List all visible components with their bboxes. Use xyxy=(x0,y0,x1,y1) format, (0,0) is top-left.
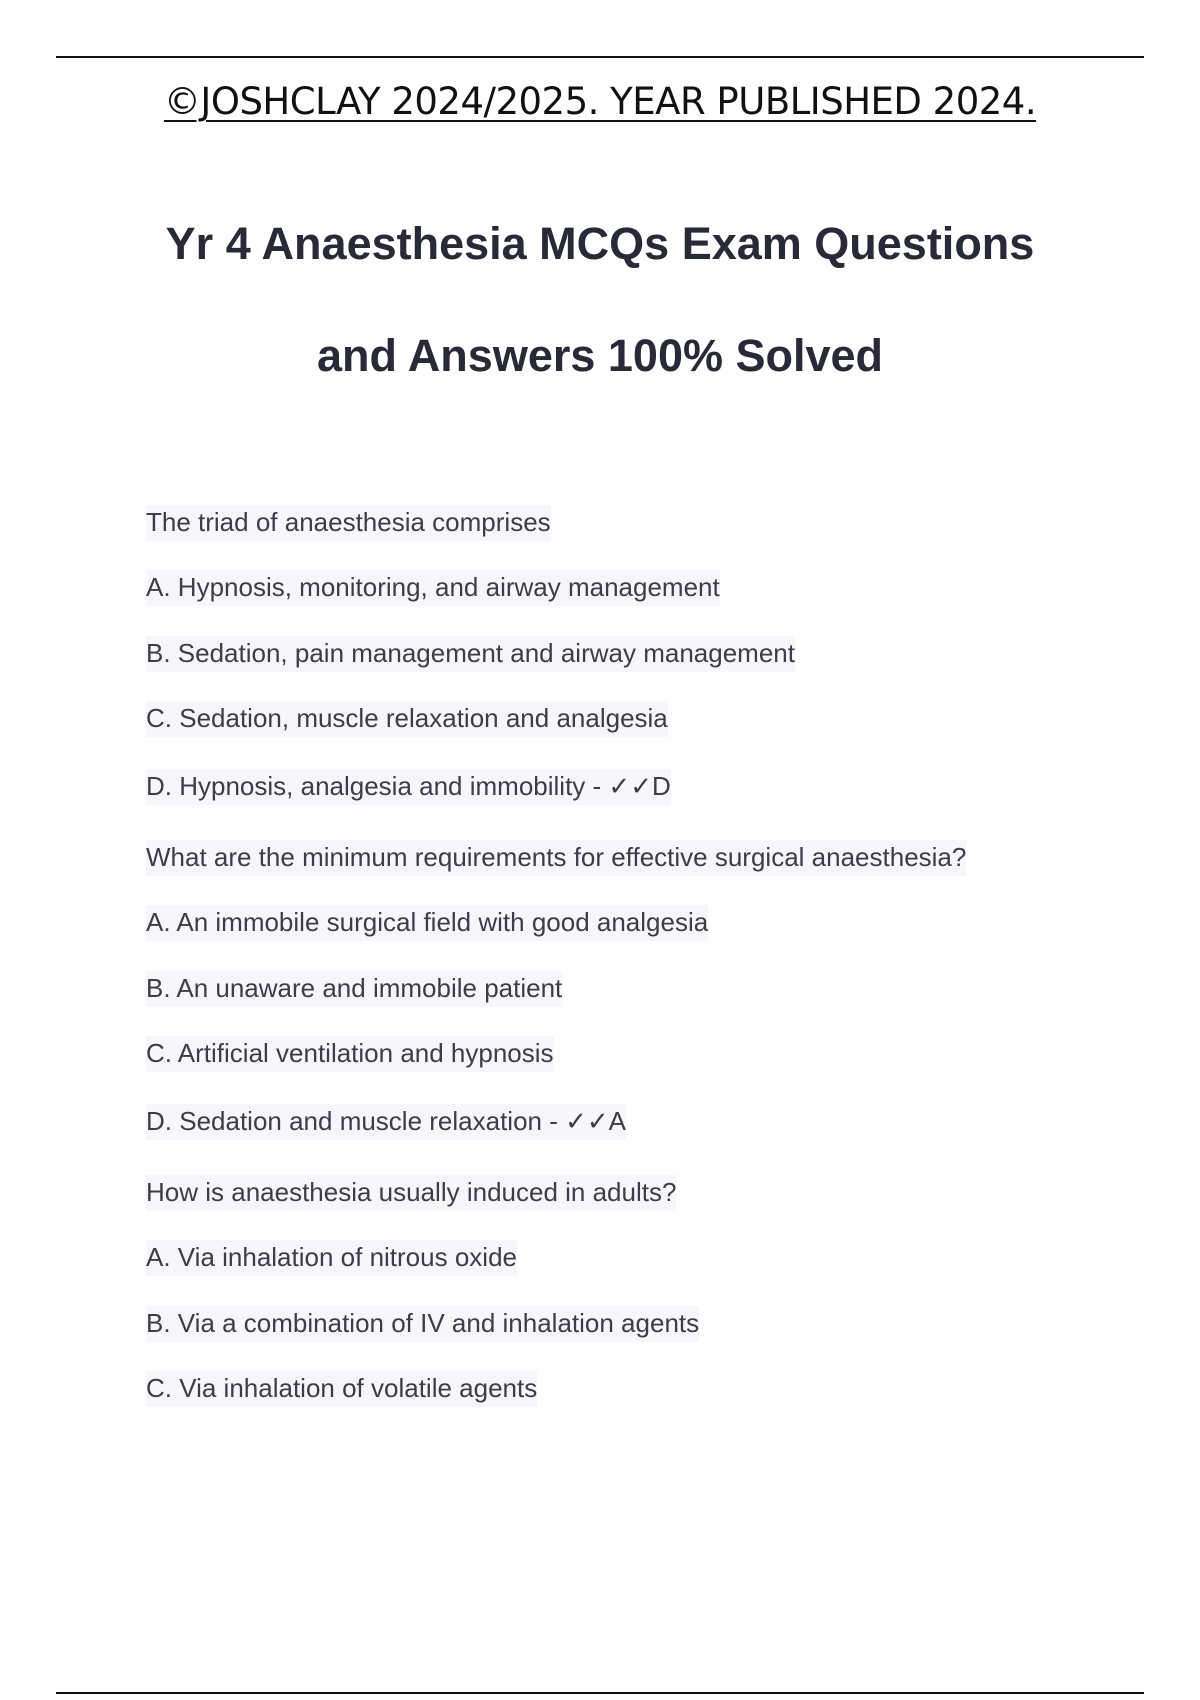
answer-option-correct: D. Hypnosis, analgesia and immobility - ✓✓D xyxy=(146,769,671,805)
document-title-line-2: and Answers 100% Solved xyxy=(316,330,884,381)
answer-option: B. Sedation, pain management and airway management xyxy=(146,636,795,672)
document-title-line-1: Yr 4 Anaesthesia MCQs Exam Questions xyxy=(165,218,1035,269)
answer-option-correct: D. Sedation and muscle relaxation - ✓✓A xyxy=(146,1104,626,1140)
bottom-rule xyxy=(56,1692,1144,1694)
answer-option: B. An unaware and immobile patient xyxy=(146,971,562,1007)
answer-option: B. Via a combination of IV and inhalation agents xyxy=(146,1306,699,1342)
top-rule xyxy=(56,56,1144,58)
answer-option: A. An immobile surgical field with good analgesia xyxy=(146,905,708,941)
answer-option: A. Via inhalation of nitrous oxide xyxy=(146,1240,517,1276)
question-text: How is anaesthesia usually induced in adults? xyxy=(146,1175,676,1211)
answer-option: A. Hypnosis, monitoring, and airway management xyxy=(146,570,720,606)
answer-option: C. Via inhalation of volatile agents xyxy=(146,1371,537,1407)
copyright-header xyxy=(0,80,1200,123)
copyright-text: ©JOSHCLAY 2024/2025. YEAR PUBLISHED 2024. xyxy=(163,80,1037,123)
question-text: What are the minimum requirements for effective surgical anaesthesia? xyxy=(146,840,966,876)
answer-option: C. Artificial ventilation and hypnosis xyxy=(146,1036,554,1072)
question-text: The triad of anaesthesia comprises xyxy=(146,505,551,541)
answer-option: C. Sedation, muscle relaxation and analgesia xyxy=(146,701,668,737)
